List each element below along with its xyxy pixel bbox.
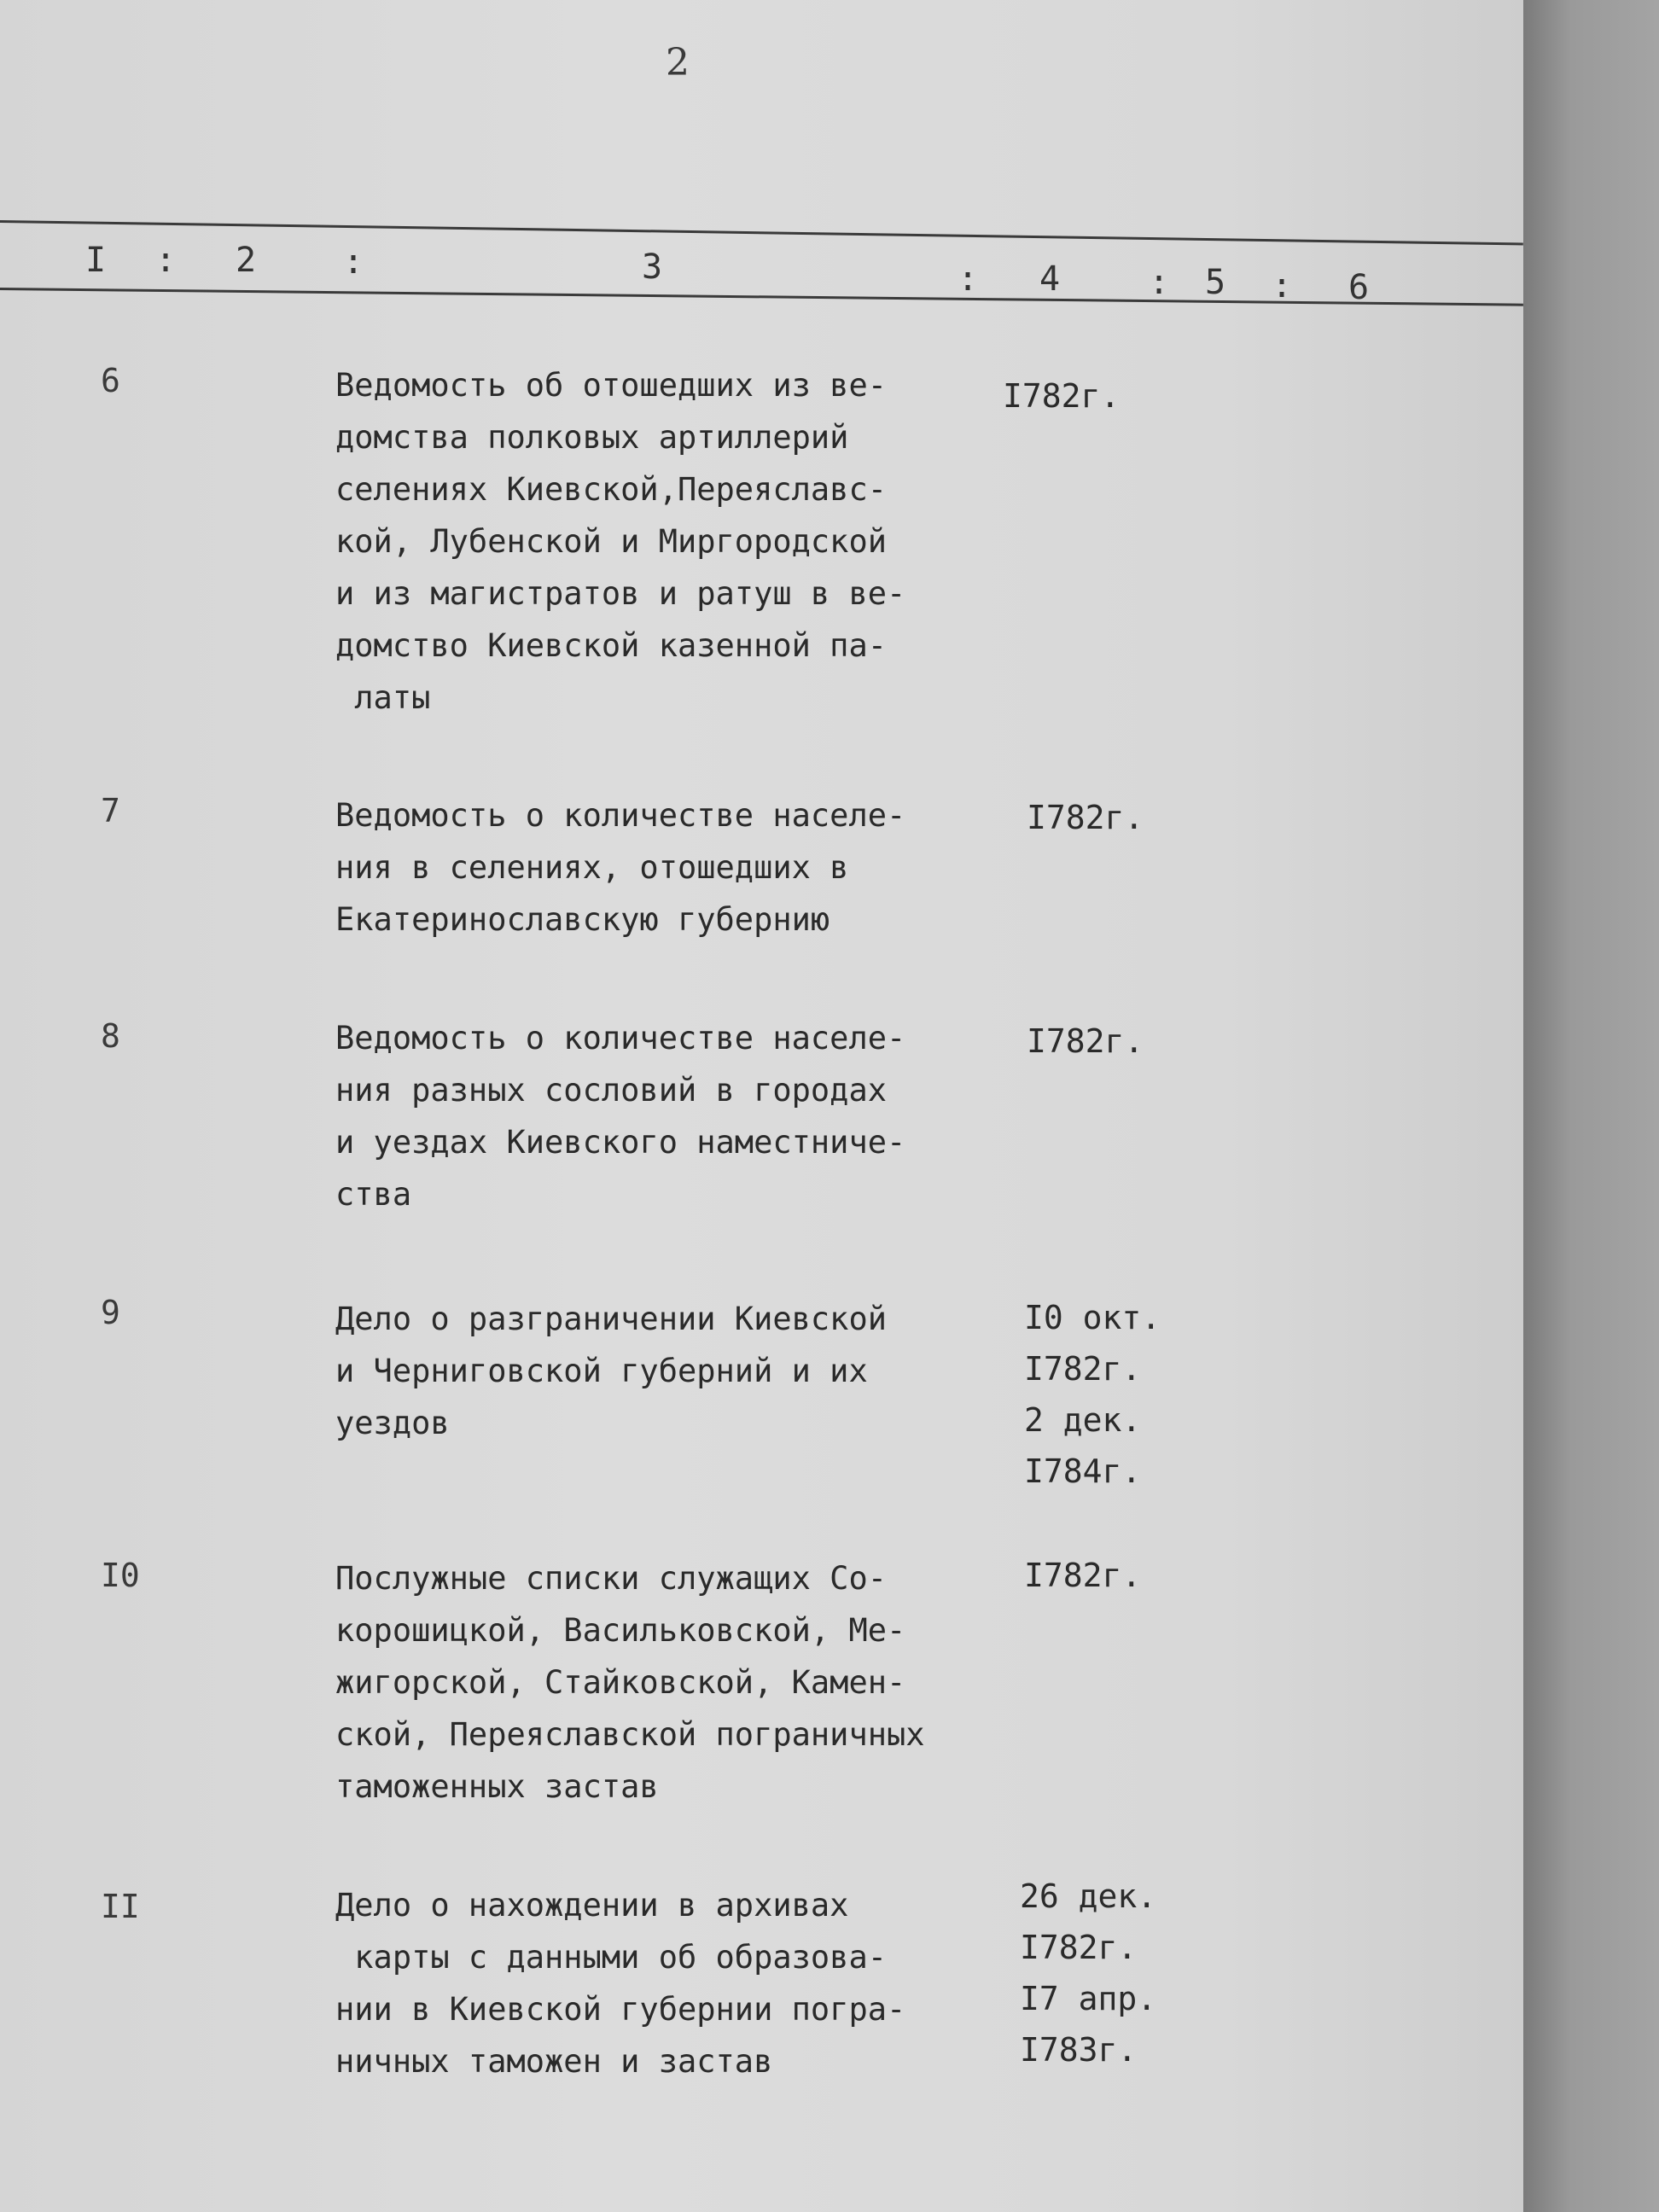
description-line: и уездах Киевского наместниче- <box>335 1124 906 1161</box>
entry-description <box>335 789 1018 946</box>
header-rule-bottom <box>0 288 1523 306</box>
col-separator: : <box>1149 263 1170 302</box>
description-line: и Черниговской губерний и их <box>335 1353 868 1389</box>
entry-number: 7 <box>101 792 120 830</box>
date-line: I782г. <box>1020 1929 1138 1966</box>
entry-date <box>1003 370 1120 422</box>
col-header-1: I <box>85 241 107 280</box>
entry-description <box>335 1012 1018 1220</box>
date-line: I782г. <box>1027 799 1144 836</box>
description-line: Ведомость об отошедших из ве- <box>335 367 888 404</box>
date-line: I0 окт. <box>1024 1299 1161 1336</box>
col-header-2: 2 <box>236 241 257 280</box>
description-line: жигорской, Стайковской, Камен- <box>335 1664 906 1701</box>
description-line: ской, Переяславской пограничных <box>335 1716 925 1753</box>
date-line: 26 дек. <box>1020 1877 1157 1915</box>
description-line: Ведомость о количестве населе- <box>335 1020 906 1057</box>
date-line: I7 апр. <box>1020 1980 1157 2017</box>
description-line: Послужные списки служащих Со- <box>335 1560 888 1597</box>
header-rule-top <box>0 220 1523 245</box>
entry-date <box>1024 1550 1141 1601</box>
description-line: селениях Киевской,Переяславс- <box>335 471 888 508</box>
col-header-6: 6 <box>1348 268 1370 307</box>
entry-description <box>335 1879 1018 2087</box>
col-header-5: 5 <box>1205 263 1226 302</box>
date-line: I783г. <box>1020 2031 1138 2069</box>
entry-number: 6 <box>101 362 120 399</box>
description-line: таможенных застав <box>335 1768 659 1805</box>
description-line: корошицкой, Васильковской, Ме- <box>335 1612 906 1649</box>
description-line: нии в Киевской губернии погра- <box>335 1991 906 2028</box>
entry-number: 9 <box>101 1294 120 1331</box>
entry-date <box>1020 1871 1156 2075</box>
entry-description <box>335 1552 1018 1813</box>
description-line: домства полковых артиллерий <box>335 419 849 456</box>
date-line: I782г. <box>1003 377 1121 415</box>
entry-number: 8 <box>101 1017 120 1055</box>
date-line: 2 дек. <box>1024 1401 1142 1439</box>
description-line: Екатеринославскую губернию <box>335 901 830 938</box>
entry-number: II <box>101 1888 140 1925</box>
description-line: Ведомость о количестве населе- <box>335 797 906 834</box>
col-separator: : <box>343 242 364 282</box>
description-line: кой, Лубенской и Миргородской <box>335 523 888 560</box>
page-number: 2 <box>666 41 690 84</box>
col-header-3: 3 <box>642 247 663 287</box>
description-line: домство Киевской казенной па- <box>335 627 888 664</box>
description-line: Дело о разграничении Киевской <box>335 1301 888 1337</box>
col-separator: : <box>958 259 979 299</box>
description-line: Дело о нахождении в архивах <box>335 1887 849 1924</box>
description-line: ния в селениях, отошедших в <box>335 849 849 886</box>
date-line: I782г. <box>1024 1350 1142 1388</box>
col-separator: : <box>155 241 177 280</box>
col-header-4: 4 <box>1039 259 1061 299</box>
date-line: I782г. <box>1024 1557 1142 1594</box>
description-line: ничных таможен и застав <box>335 2043 773 2080</box>
entry-number: I0 <box>101 1557 140 1594</box>
description-line: ния разных сословий в городах <box>335 1072 888 1109</box>
description-line: латы <box>335 679 431 716</box>
description-line: ства <box>335 1176 412 1213</box>
entry-description <box>335 1293 1018 1449</box>
description-line: карты с данными об образова- <box>335 1939 888 1976</box>
description-line: уездов <box>335 1405 450 1441</box>
entry-date <box>1027 1016 1144 1067</box>
date-line: I782г. <box>1027 1022 1144 1060</box>
entry-date <box>1024 1292 1161 1497</box>
description-line: и из магистратов и ратуш в ве- <box>335 575 906 612</box>
entry-description <box>335 359 1018 724</box>
entry-date <box>1027 792 1144 843</box>
col-separator: : <box>1272 266 1293 306</box>
background-shadow <box>1523 0 1659 2212</box>
date-line: I784г. <box>1024 1452 1142 1490</box>
